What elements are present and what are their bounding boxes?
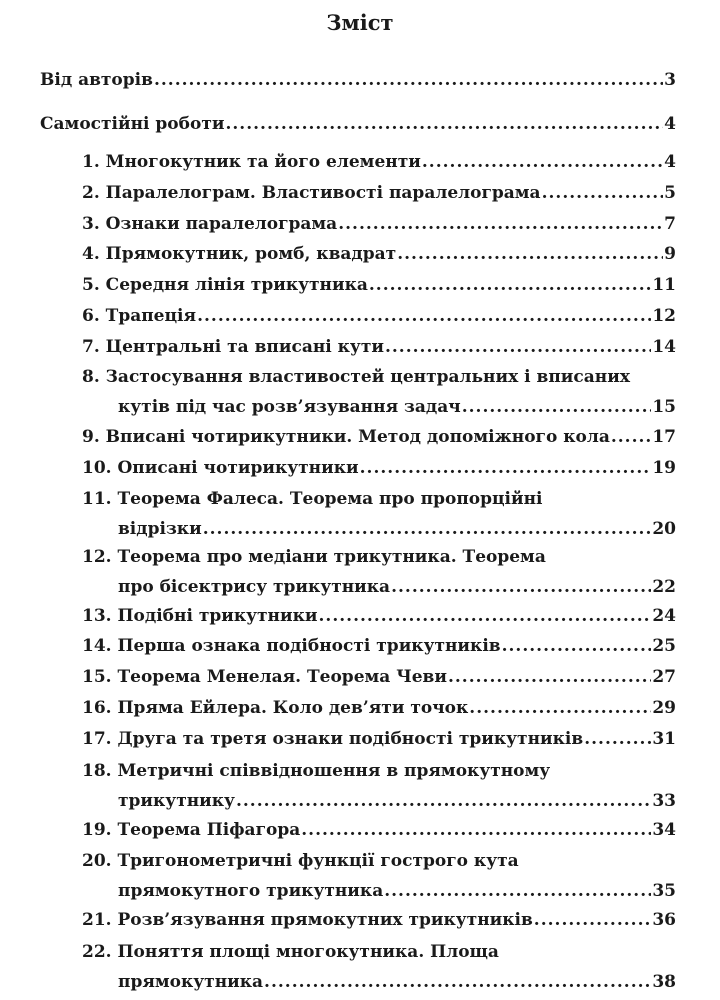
toc-entry-label (82, 425, 610, 449)
toc-entry-label (82, 335, 384, 359)
toc-entry[interactable] (82, 335, 676, 359)
toc-entry[interactable] (82, 818, 676, 842)
toc-page-number: 4 (664, 152, 676, 172)
toc-page-number: 12 (652, 306, 676, 326)
toc-page-number: 14 (652, 337, 676, 357)
toc-entry-number: 1. (82, 152, 100, 172)
dot-leader (397, 242, 663, 266)
dot-leader (197, 304, 651, 328)
toc-entry[interactable] (82, 634, 676, 658)
toc-entry-text: Центральні та вписані кути (105, 337, 384, 357)
toc-entry-label: Від авторів (40, 70, 153, 90)
toc-page-number: 5 (664, 183, 676, 203)
toc-page-number: 38 (652, 972, 676, 992)
toc-entry-number: 19. (82, 820, 112, 840)
dot-leader (462, 395, 652, 419)
toc-entry[interactable] (82, 181, 676, 205)
toc-entry[interactable] (82, 425, 676, 449)
toc-entry-text: Теорема Піфагора (117, 820, 301, 840)
toc-entry-label (82, 150, 421, 174)
dot-leader (542, 181, 664, 205)
dot-leader (385, 335, 651, 359)
toc-entry-title-line[interactable]: 20. Тригонометричні функції гострого кута (82, 851, 519, 871)
toc-entry-label (82, 181, 541, 205)
toc-entry-text: Трапеція (105, 306, 197, 326)
toc-entry[interactable] (82, 727, 676, 751)
toc-entry-label: про бісектрису трикутника (118, 577, 391, 597)
toc-entry[interactable] (82, 150, 676, 174)
toc-entry-text: Паралелограм. Властивості паралелограма (105, 183, 541, 203)
toc-entry-text: Середня лінія трикутника (105, 275, 368, 295)
toc-entry-label: трикутнику (118, 791, 235, 811)
toc-page-number: 24 (652, 606, 676, 626)
toc-entry-title-line[interactable]: 8. Застосування властивостей центральних і вписаних (82, 367, 630, 387)
toc-entry-text: Описані чотирикутники (117, 458, 359, 478)
dot-leader (203, 517, 652, 541)
toc-entry[interactable] (118, 517, 676, 541)
dot-leader (301, 818, 651, 842)
toc-entry[interactable] (82, 665, 676, 689)
toc-page-number: 11 (652, 275, 676, 295)
toc-entry-label (82, 212, 337, 236)
toc-entry[interactable] (82, 242, 676, 266)
toc-page-number: 31 (652, 729, 676, 749)
dot-leader (448, 665, 651, 689)
toc-page-number: 36 (652, 910, 676, 930)
dot-leader (338, 212, 663, 236)
toc-entry-number: 3. (82, 214, 100, 234)
toc-entry[interactable] (118, 789, 676, 813)
toc-entry-text: Подібні трикутники (117, 606, 318, 626)
toc-entry-label (82, 242, 396, 266)
toc-page-number: 20 (652, 519, 676, 539)
toc-entry-label (82, 665, 447, 689)
toc-entry-number: 21. (82, 910, 112, 930)
toc-entry-label (82, 456, 359, 480)
dot-leader (360, 456, 652, 480)
toc-page-number: 33 (652, 791, 676, 811)
toc-entry-text: Розв’язування прямокутних трикутників (117, 910, 533, 930)
toc-entry-label (82, 818, 300, 842)
toc-entry-number: 6. (82, 306, 100, 326)
toc-entry-label: Самостійні роботи (40, 114, 225, 134)
toc-entry-number: 2. (82, 183, 100, 203)
toc-entry-text: Многокутник та його елементи (105, 152, 421, 172)
toc-entry[interactable] (82, 212, 676, 236)
dot-leader (264, 970, 651, 994)
toc-entry-number: 14. (82, 636, 112, 656)
toc-entry-label (82, 273, 368, 297)
toc-entry-number: 7. (82, 337, 100, 357)
dot-leader (534, 908, 652, 932)
toc-entry-number: 4. (82, 244, 100, 264)
toc-entry-text: Прямокутник, ромб, квадрат (105, 244, 397, 264)
toc-page-number: 4 (664, 114, 676, 134)
toc-page-number: 15 (652, 397, 676, 417)
toc-entry-text: Друга та третя ознаки подібності трикутників (117, 729, 584, 749)
toc-entry-label (82, 727, 583, 751)
toc-entry-title-line[interactable]: 12. Теорема про медіани трикутника. Теорема (82, 547, 546, 567)
toc-entry-number: 15. (82, 667, 112, 687)
dot-leader (584, 727, 651, 751)
toc-page-number: 29 (652, 698, 676, 718)
toc-entry[interactable] (118, 970, 676, 994)
toc-entry-authors[interactable] (40, 68, 676, 92)
toc-entry-text: Вписані чотирикутники. Метод допоміжного кола (105, 427, 610, 447)
toc-entry[interactable] (82, 604, 676, 628)
toc-entry[interactable] (82, 696, 676, 720)
toc-entry-label (82, 634, 501, 658)
toc-entry-label: прямокутного трикутника (118, 881, 384, 901)
toc-page-number: 17 (652, 427, 676, 447)
toc-entry-number: 16. (82, 698, 112, 718)
dot-leader (319, 604, 652, 628)
dot-leader (611, 425, 651, 449)
toc-page-number: 35 (652, 881, 676, 901)
toc-entry-text: Теорема Менелая. Теорема Чеви (117, 667, 447, 687)
dot-leader (422, 150, 663, 174)
toc-entry-number: 5. (82, 275, 100, 295)
toc-page-number: 19 (652, 458, 676, 478)
toc-entry-number: 10. (82, 458, 112, 478)
toc-entry[interactable] (82, 908, 676, 932)
dot-leader (236, 789, 651, 813)
toc-entry-label (82, 604, 318, 628)
toc-page-number: 27 (652, 667, 676, 687)
toc-entry-text: Перша ознака подібності трикутників (117, 636, 501, 656)
toc-entry-label: прямокутника (118, 972, 264, 992)
dot-leader (391, 575, 651, 599)
toc-entry-label (82, 696, 468, 720)
toc-entry-text: Ознаки паралелограма (105, 214, 338, 234)
toc-page-number: 22 (652, 577, 676, 597)
toc-page-number: 7 (664, 214, 676, 234)
toc-entry-number: 9. (82, 427, 100, 447)
toc-entry-number: 13. (82, 606, 112, 626)
dot-leader (369, 273, 651, 297)
toc-entry-label: кутів під час розв’язування задач (118, 397, 461, 417)
dot-leader (384, 879, 651, 903)
toc-entry-title-line[interactable]: 18. Метричні співвідношення в прямокутному (82, 761, 551, 781)
toc-entry[interactable] (118, 879, 676, 903)
dot-leader (469, 696, 651, 720)
toc-page-number: 34 (652, 820, 676, 840)
toc-entry-label (82, 908, 533, 932)
toc-entry-number: 17. (82, 729, 112, 749)
toc-page-number: 9 (664, 244, 676, 264)
toc-entry[interactable] (118, 575, 676, 599)
toc-entry[interactable] (82, 304, 676, 328)
toc-entry[interactable] (82, 456, 676, 480)
toc-entry-independent-work[interactable] (40, 112, 676, 136)
page-title: Зміст (326, 10, 394, 35)
toc-page-number: 25 (652, 636, 676, 656)
toc-entry[interactable] (118, 395, 676, 419)
toc-entry-title-line[interactable]: 11. Теорема Фалеса. Теорема про пропорційні (82, 489, 543, 509)
toc-entry-title-line[interactable]: 22. Поняття площі многокутника. Площа (82, 942, 499, 962)
toc-entry[interactable] (82, 273, 676, 297)
toc-entry-label: відрізки (118, 519, 202, 539)
toc-entry-text: Пряма Ейлера. Коло дев’яти точок (117, 698, 469, 718)
toc-page-number: 3 (664, 70, 676, 90)
dot-leader (154, 68, 663, 92)
dot-leader (502, 634, 652, 658)
toc-entry-label (82, 304, 196, 328)
dot-leader (225, 112, 663, 136)
